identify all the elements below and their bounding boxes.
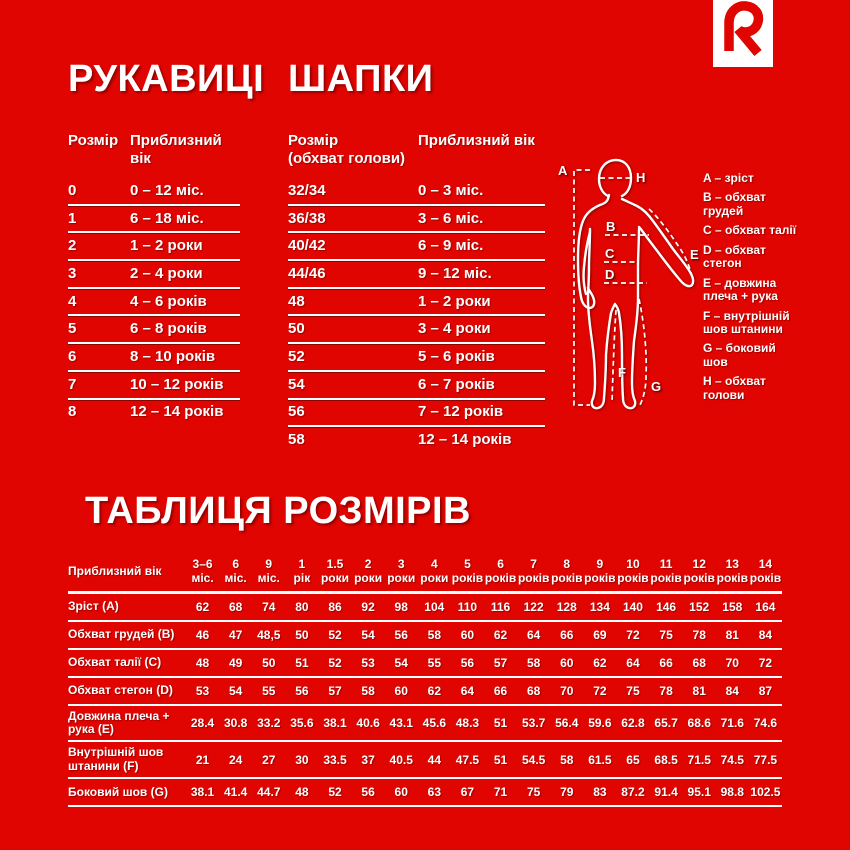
value-cell: 54: [385, 649, 418, 677]
legend-item: C – обхват талії: [703, 223, 797, 238]
table-row: [68, 178, 240, 206]
value-cell: 71.5: [683, 741, 716, 778]
table-row: [68, 344, 240, 372]
value-cell: 30.8: [219, 705, 252, 742]
row-label: Внутрішній шов штанини (F): [68, 741, 186, 778]
figure-label-g: G: [651, 379, 662, 394]
value-cell: 69: [583, 621, 616, 649]
reima-r-icon: [713, 0, 773, 67]
value-cell: 28.4: [186, 705, 219, 742]
legend-item: F – внутрішній шов штанини: [703, 308, 790, 336]
legend: [703, 172, 803, 408]
table-row: [288, 233, 545, 261]
value-cell: 30: [285, 741, 318, 778]
figure-label-b: B: [606, 219, 616, 234]
legend-item: E – довжина плеча + рука: [703, 275, 778, 304]
table-row: [288, 261, 545, 289]
value-cell: 56: [451, 649, 484, 677]
value-cell: 41.4: [219, 778, 252, 806]
value-cell: 60: [385, 677, 418, 705]
value-cell: 40.6: [352, 705, 385, 742]
value-cell: 70: [550, 677, 583, 705]
value-cell: 84: [749, 621, 782, 649]
value-cell: 62.8: [616, 705, 649, 742]
value-cell: 53: [352, 649, 385, 677]
value-cell: 66: [550, 621, 583, 649]
value-cell: 24: [219, 741, 252, 778]
value-cell: 58: [352, 677, 385, 705]
value-cell: 116: [484, 592, 517, 621]
age-column-header: 12 років: [683, 558, 716, 592]
value-cell: 35.6: [285, 705, 318, 742]
value-cell: 91.4: [650, 778, 683, 806]
value-cell: 152: [683, 592, 716, 621]
age-cell: 1 – 2 роки: [418, 292, 491, 310]
size-table: [68, 558, 782, 807]
table-row: [288, 344, 545, 372]
value-cell: 48: [285, 778, 318, 806]
measure-line-g: [639, 299, 646, 405]
value-cell: 58: [418, 621, 451, 649]
figure-label-d: D: [605, 267, 615, 282]
age-cell: 0 – 3 міс.: [418, 181, 484, 199]
size-cell: 1: [68, 209, 77, 227]
row-label: Обхват талії (C): [68, 649, 186, 677]
value-cell: 68.6: [683, 705, 716, 742]
table-row: [68, 592, 782, 621]
age-column-header: 9 років: [583, 558, 616, 592]
value-cell: 81: [716, 621, 749, 649]
age-column-header: 3 роки: [385, 558, 418, 592]
value-cell: 44: [418, 741, 451, 778]
age-column-header: Приблизний вік: [130, 132, 222, 167]
value-cell: 140: [616, 592, 649, 621]
value-cell: 37: [352, 741, 385, 778]
value-cell: 87.2: [616, 778, 649, 806]
value-cell: 44.7: [252, 778, 285, 806]
value-cell: 75: [650, 621, 683, 649]
age-column-header: 7 років: [517, 558, 550, 592]
value-cell: 62: [583, 649, 616, 677]
age-column-header: Приблизний вік: [418, 132, 535, 149]
value-cell: 68: [219, 592, 252, 621]
value-cell: 59.6: [583, 705, 616, 742]
value-cell: 46: [186, 621, 219, 649]
size-cell: 56: [288, 403, 305, 421]
legend-item: D – обхват стегон: [703, 242, 766, 271]
table-row: [68, 316, 240, 344]
value-cell: 110: [451, 592, 484, 621]
value-cell: 57: [484, 649, 517, 677]
age-cell: 6 – 8 років: [130, 320, 207, 338]
value-cell: 60: [451, 621, 484, 649]
legend-item: G – боковий шов: [703, 341, 776, 369]
value-cell: 158: [716, 592, 749, 621]
value-cell: 43.1: [385, 705, 418, 742]
value-cell: 64: [616, 649, 649, 677]
value-cell: 77.5: [749, 741, 782, 778]
age-column-header: 3–6 міс.: [186, 558, 219, 592]
size-cell: 52: [288, 347, 305, 365]
mittens-table: [68, 132, 240, 425]
age-column-header: 1.5 роки: [318, 558, 351, 592]
value-cell: 53: [186, 677, 219, 705]
size-table-header-row: [68, 558, 782, 592]
value-cell: 66: [484, 677, 517, 705]
table-row: [288, 316, 545, 344]
age-cell: 6 – 9 міс.: [418, 237, 484, 255]
value-cell: 61.5: [583, 741, 616, 778]
table-row: [288, 289, 545, 317]
mittens-title: РУКАВИЦІ: [68, 58, 265, 100]
value-cell: 55: [418, 649, 451, 677]
value-cell: 45.6: [418, 705, 451, 742]
value-cell: 98.8: [716, 778, 749, 806]
value-cell: 95.1: [683, 778, 716, 806]
value-cell: 52: [318, 778, 351, 806]
age-column-header: 6 міс.: [219, 558, 252, 592]
value-cell: 68: [517, 677, 550, 705]
size-cell: 7: [68, 375, 77, 393]
table-row: [288, 178, 545, 206]
value-cell: 84: [716, 677, 749, 705]
value-cell: 98: [385, 592, 418, 621]
table-rows: [68, 178, 240, 425]
value-cell: 164: [749, 592, 782, 621]
size-table-title: ТАБЛИЦЯ РОЗМІРІВ: [85, 490, 471, 532]
value-cell: 60: [385, 778, 418, 806]
size-cell: 54: [288, 375, 305, 393]
size-column-header-line1: Розмір: [288, 132, 339, 149]
table-row: [68, 233, 240, 261]
age-cell: 2 – 4 роки: [130, 264, 203, 282]
value-cell: 68: [683, 649, 716, 677]
size-cell: 40/42: [288, 237, 326, 255]
table-row: [68, 206, 240, 234]
value-cell: 40.5: [385, 741, 418, 778]
age-cell: 4 – 6 років: [130, 292, 207, 310]
age-column-header: 2 роки: [352, 558, 385, 592]
table-row: [68, 677, 782, 705]
value-cell: 49: [219, 649, 252, 677]
age-corner-label: Приблизний вік: [68, 558, 186, 592]
age-column-header: 5 років: [451, 558, 484, 592]
value-cell: 74: [252, 592, 285, 621]
value-cell: 62: [484, 621, 517, 649]
table-header: [288, 132, 545, 178]
value-cell: 68.5: [650, 741, 683, 778]
size-cell: 5: [68, 320, 77, 338]
age-column-header: 13 років: [716, 558, 749, 592]
age-cell: 3 – 6 міс.: [418, 209, 484, 227]
size-cell: 58: [288, 431, 305, 449]
age-cell: 8 – 10 років: [130, 347, 216, 365]
value-cell: 134: [583, 592, 616, 621]
size-cell: 4: [68, 292, 77, 310]
value-cell: 58: [517, 649, 550, 677]
value-cell: 48: [186, 649, 219, 677]
row-label: Зріст (A): [68, 592, 186, 621]
value-cell: 60: [550, 649, 583, 677]
hats-table: [288, 132, 545, 453]
value-cell: 62: [418, 677, 451, 705]
value-cell: 72: [583, 677, 616, 705]
figure-label-a: A: [558, 163, 568, 178]
value-cell: 75: [616, 677, 649, 705]
age-column-header: 10 років: [616, 558, 649, 592]
table-row: [68, 778, 782, 806]
table-row: [68, 372, 240, 400]
size-cell: 2: [68, 237, 77, 255]
value-cell: 92: [352, 592, 385, 621]
value-cell: 81: [683, 677, 716, 705]
size-cell: 50: [288, 320, 305, 338]
age-column-header: 14 років: [749, 558, 782, 592]
age-column-header: 9 міс.: [252, 558, 285, 592]
figure-label-h: H: [636, 170, 646, 185]
value-cell: 86: [318, 592, 351, 621]
body-measurement-diagram: [550, 155, 705, 420]
value-cell: 54.5: [517, 741, 550, 778]
age-cell: 0 – 12 міс.: [130, 181, 204, 199]
value-cell: 70: [716, 649, 749, 677]
value-cell: 64: [517, 621, 550, 649]
value-cell: 56: [385, 621, 418, 649]
hats-title: ШАПКИ: [288, 58, 434, 100]
value-cell: 65: [616, 741, 649, 778]
table-header: [68, 132, 240, 178]
value-cell: 62: [186, 592, 219, 621]
table-row: [68, 261, 240, 289]
value-cell: 50: [252, 649, 285, 677]
size-cell: 8: [68, 403, 77, 421]
table-row: [68, 705, 782, 742]
figure-label-e: E: [690, 247, 699, 262]
value-cell: 74.5: [716, 741, 749, 778]
age-cell: 1 – 2 роки: [130, 237, 203, 255]
size-cell: 44/46: [288, 264, 326, 282]
value-cell: 33.2: [252, 705, 285, 742]
value-cell: 71: [484, 778, 517, 806]
value-cell: 48.3: [451, 705, 484, 742]
table-row: [68, 621, 782, 649]
measure-line-f: [612, 310, 616, 403]
table-row: [68, 649, 782, 677]
value-cell: 52: [318, 649, 351, 677]
value-cell: 65.7: [650, 705, 683, 742]
age-column-header: 6 років: [484, 558, 517, 592]
value-cell: 56.4: [550, 705, 583, 742]
value-cell: 54: [352, 621, 385, 649]
row-label: Боковий шов (G): [68, 778, 186, 806]
value-cell: 102.5: [749, 778, 782, 806]
row-label: Обхват стегон (D): [68, 677, 186, 705]
value-cell: 72: [749, 649, 782, 677]
value-cell: 51: [484, 741, 517, 778]
value-cell: 67: [451, 778, 484, 806]
size-cell: 3: [68, 264, 77, 282]
age-column-header: 11 років: [650, 558, 683, 592]
age-cell: 12 – 14 років: [130, 403, 224, 421]
value-cell: 56: [352, 778, 385, 806]
size-cell: 48: [288, 292, 305, 310]
value-cell: 122: [517, 592, 550, 621]
age-cell: 10 – 12 років: [130, 375, 224, 393]
table-row: [288, 427, 545, 453]
table-rows: [288, 178, 545, 453]
age-cell: 6 – 18 міс.: [130, 209, 204, 227]
size-column-header: [288, 132, 418, 168]
value-cell: 66: [650, 649, 683, 677]
value-cell: 51: [285, 649, 318, 677]
value-cell: 74.6: [749, 705, 782, 742]
table-row: [288, 206, 545, 234]
age-cell: 5 – 6 років: [418, 347, 495, 365]
value-cell: 27: [252, 741, 285, 778]
size-cell: 6: [68, 347, 77, 365]
table-row: [68, 400, 240, 426]
value-cell: 80: [285, 592, 318, 621]
value-cell: 56: [285, 677, 318, 705]
figure-label-f: F: [618, 365, 626, 380]
value-cell: 38.1: [186, 778, 219, 806]
value-cell: 78: [683, 621, 716, 649]
value-cell: 87: [749, 677, 782, 705]
legend-item: B – обхват грудей: [703, 190, 766, 218]
age-cell: 3 – 4 роки: [418, 320, 491, 338]
figure-label-c: C: [605, 246, 615, 261]
age-cell: 12 – 14 років: [418, 431, 512, 449]
value-cell: 75: [517, 778, 550, 806]
value-cell: 64: [451, 677, 484, 705]
value-cell: 146: [650, 592, 683, 621]
value-cell: 54: [219, 677, 252, 705]
value-cell: 78: [650, 677, 683, 705]
value-cell: 33.5: [318, 741, 351, 778]
age-cell: 6 – 7 років: [418, 375, 495, 393]
value-cell: 51: [484, 705, 517, 742]
value-cell: 63: [418, 778, 451, 806]
age-cell: 7 – 12 років: [418, 403, 504, 421]
value-cell: 38.1: [318, 705, 351, 742]
age-column-header: 8 років: [550, 558, 583, 592]
age-column-header: 4 роки: [418, 558, 451, 592]
table-row: [68, 741, 782, 778]
value-cell: 47.5: [451, 741, 484, 778]
value-cell: 104: [418, 592, 451, 621]
value-cell: 71.6: [716, 705, 749, 742]
legend-item: A – зріст: [703, 171, 754, 185]
size-column-header-line2: (обхват голови): [288, 150, 406, 167]
value-cell: 52: [318, 621, 351, 649]
value-cell: 21: [186, 741, 219, 778]
value-cell: 72: [616, 621, 649, 649]
table-row: [68, 289, 240, 317]
age-cell: 9 – 12 міс.: [418, 264, 492, 282]
value-cell: 57: [318, 677, 351, 705]
table-row: [288, 400, 545, 428]
size-cell: 0: [68, 181, 77, 199]
size-column-header: Розмір: [68, 132, 119, 149]
row-label: Довжина плеча + рука (E): [68, 705, 186, 742]
value-cell: 83: [583, 778, 616, 806]
table-row: [288, 372, 545, 400]
row-label: Обхват грудей (B): [68, 621, 186, 649]
value-cell: 79: [550, 778, 583, 806]
age-column-header: 1 рік: [285, 558, 318, 592]
value-cell: 58: [550, 741, 583, 778]
value-cell: 50: [285, 621, 318, 649]
size-cell: 32/34: [288, 181, 326, 199]
value-cell: 128: [550, 592, 583, 621]
value-cell: 48,5: [252, 621, 285, 649]
value-cell: 53.7: [517, 705, 550, 742]
size-cell: 36/38: [288, 209, 326, 227]
size-table-body: [68, 592, 782, 806]
value-cell: 47: [219, 621, 252, 649]
reima-logo: [713, 0, 773, 67]
legend-item: H – обхват голови: [703, 374, 766, 402]
value-cell: 55: [252, 677, 285, 705]
